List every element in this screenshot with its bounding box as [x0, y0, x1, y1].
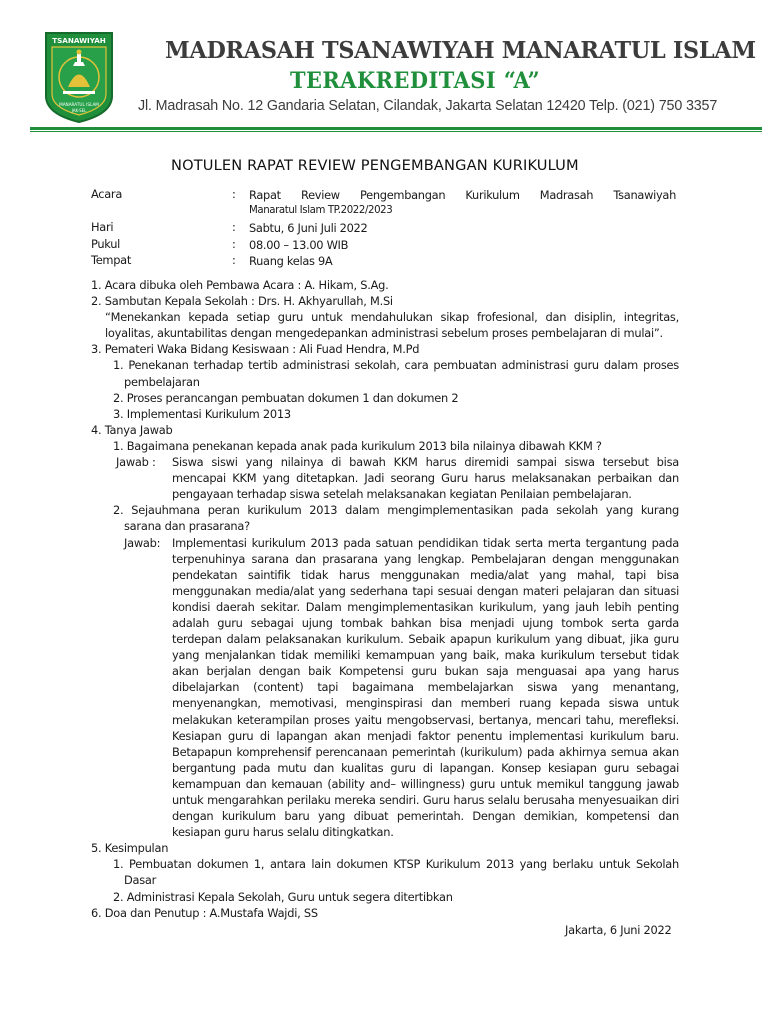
agenda-item-3-sub-1-cont: pembelajaran — [124, 374, 200, 389]
agenda-item-2: 2. Sambutan Kepala Sekolah : Drs. H. Akhyarullah, M.Si — [91, 294, 393, 309]
agenda-item-1: 1. Acara dibuka oleh Pembawa Acara : A. Hikam, S.Ag. — [91, 278, 389, 292]
agenda-item-6: 6. Doa dan Penutup : A.Mustafa Wajdi, SS — [91, 905, 318, 920]
answer-line: bergantung pada mutu dan kualitas guru di lapangan. Konsep kesiapan guru sebagai — [172, 760, 679, 775]
meta-row-hari — [91, 220, 681, 237]
agenda-item-5: 5. Kesimpulan — [91, 841, 169, 856]
question-2: 2. Sejauhmana peran kurikulum 2013 dalam mengimplementasikan pada sekolah yang kurang — [113, 503, 679, 518]
answer-line: Siswa siswi yang nilainya di bawah KKM harus diremidi sampai siswa tersebut bisa — [172, 455, 679, 470]
school-address: Jl. Madrasah No. 12 Gandaria Selatan, Cilandak, Jakarta Selatan 12420 Telp. (021) 750 3357 — [138, 98, 718, 114]
agenda-item-3-sub-3: 3. Implementasi Kurikulum 2013 — [113, 406, 291, 421]
logo-top-text: TSANAWIYAH — [52, 36, 106, 45]
answer-line: Kesiapan guru di lapangan akan menjadi faktor penentu implementasi kurikulum baru. — [172, 728, 679, 743]
answer-2 — [124, 535, 679, 841]
meta-value-line: Rapat Review Pengembangan Kurikulum Madrasah Tsanawiyah — [249, 188, 676, 202]
question-2-cont: sarana dan prasarana? — [124, 519, 250, 534]
answer-line: untuk mengarahkan perilaku mereka sendiri. Guru harus selalu berusaha menyesuaikan diri — [172, 793, 679, 807]
agenda-item-2-quote: “Menekankan kepada setiap guru untuk mendahulukan sikap frofesional, dan disiplin, integritas, — [105, 310, 679, 325]
conclusion-1-cont: Dasar — [124, 873, 157, 888]
meta-row-pukul — [91, 237, 681, 254]
answer-1 — [116, 454, 679, 502]
agenda-item-4: 4. Tanya Jawab — [91, 422, 173, 437]
answer-line: adalah guru sebagai ujung tombak bahkan bisa menjadi ujung tombok serta garda — [172, 615, 679, 630]
meta-colon: : — [232, 220, 236, 234]
logo-bottom-text: JAK-SEL — [71, 108, 87, 113]
meta-key: Tempat — [91, 253, 132, 267]
meta-colon: : — [232, 236, 236, 251]
meta-row-acara — [91, 187, 681, 220]
answer-line: melakukan keterampilan proses yaitu mengobservasi, bertanya, mencari tahu, merefleksi. — [172, 712, 679, 727]
meta-value: Sabtu, 6 Juni Juli 2022 — [249, 221, 368, 235]
agenda-item-3: 3. Pemateri Waka Bidang Kesiswaan : Ali Fuad Hendra, M.Pd — [91, 342, 420, 357]
meta-colon: : — [232, 253, 236, 267]
question-1: 1. Bagaimana penekanan kepada anak pada kurikulum 2013 bila nilainya dibawah KKM ? — [113, 438, 602, 453]
conclusion-1: 1. Pembuatan dokumen 1, antara lain dokumen KTSP Kurikulum 2013 yang berlaku untuk Sekolah — [113, 857, 679, 872]
answer-label: Jawab: — [124, 535, 161, 550]
meta-key: Pukul — [91, 236, 121, 251]
school-name: MADRASAH TSANAWIYAH MANARATUL ISLAM — [165, 36, 756, 64]
agenda-item-2-quote: loyalitas, akuntabilitas dengan mengedepankan administrasi sebelum proses pembelajaran di mulai”. — [105, 326, 663, 341]
meta-key: Hari — [91, 220, 114, 234]
meta-value: Ruang kelas 9A — [249, 254, 333, 268]
minutes-body — [91, 277, 679, 921]
meta-row-tempat — [91, 253, 681, 270]
letterhead — [30, 28, 764, 134]
accreditation-label: TERAKREDITASI “A” — [290, 68, 541, 94]
answer-line: Betapapun komprehensif perencanaan pemerintah (kurikulum) pada akhirnya semua akan — [172, 744, 679, 759]
answer-2-text — [172, 535, 679, 841]
answer-line: Implementasi kurikulum 2013 pada satuan pendidikan tidak serta merta tergantung pada — [172, 535, 679, 550]
meta-colon: : — [232, 187, 236, 201]
answer-line: pendekatan saintifik tidak harus menggunakan media/alat yang mahal, tapi bisa — [172, 567, 679, 582]
logo-side-text: MANARATUL ISLAM — [59, 102, 99, 107]
meta-value — [249, 187, 676, 219]
meeting-info — [91, 187, 681, 270]
answer-line: yang menjalankan tidak memiliki kemampuan yang baik, maka kurikulum tersebut tidak — [172, 648, 679, 663]
answer-line: terpenuhinya sarana dan prasarana yang lengkap. Pembelajaran dengan menggunakan — [172, 551, 679, 566]
document-title: NOTULEN RAPAT REVIEW PENGEMBANGAN KURIKULUM — [171, 157, 579, 174]
conclusion-2: 2. Administrasi Kepala Sekolah, Guru untuk segera ditertibkan — [113, 889, 453, 904]
signoff-place-date: Jakarta, 6 Juni 2022 — [565, 923, 672, 937]
letterhead-divider — [30, 127, 762, 132]
answer-line: menggunakan media/alat yang sederhana tapi sesuai dengan materi pelajaran dan situasi — [172, 583, 679, 598]
answer-line: menyenangkan, memotivasi, menginspirasi dan memberi ruang kepada siswa untuk — [172, 696, 679, 711]
answer-line: dibelajarkan (content) tapi bagaimana membelajarkan siswa yang menantang, — [172, 680, 679, 695]
answer-line: dengan kurikulum baru yang dibuat pemerintah. Dengan demikian, kompetensi dan — [172, 809, 679, 824]
answer-line: kondisi daerah sekitar. Dalam mengimplementasikan kurikulum, yang jauh lebih penting — [172, 599, 679, 614]
agenda-item-3-sub-2: 2. Proses perancangan pembuatan dokumen 1 dan dokumen 2 — [113, 390, 459, 405]
meta-value-line: Manaratul Islam TP.2022/2023 — [249, 205, 393, 216]
school-logo-icon — [43, 30, 115, 124]
answer-label: Jawab : — [116, 455, 156, 470]
answer-line: mencapai KKM yang ditetapkan. Jadi seorang Guru harus melaksanakan perbaikan dan — [172, 471, 679, 486]
answer-line: kemampuan dan kemauan (ability and– willingness) guru untuk memikul tanggung jawab — [172, 776, 679, 791]
answer-line: pengayaan terhadap siswa setelah melaksanakan kegiatan Penilaian pembelajaran. — [172, 487, 632, 502]
answer-line: terdepan dalam pelaksanakan kurikulum. Sebaik apapun kurikulum yang dibuat, jika guru — [172, 632, 679, 647]
agenda-item-3-sub-1: 1. Penekanan terhadap tertib administrasi sekolah, cara pembuatan administrasi guru dalam proses — [113, 358, 679, 373]
meta-value: 08.00 – 13.00 WIB — [249, 237, 349, 252]
meta-key: Acara — [91, 187, 122, 201]
answer-line: akan berjalan dengan baik Kompetensi guru bukan saja menguasai apa yang harus — [172, 664, 679, 679]
answer-line: kesiapan guru harus selalu ditingkatkan. — [172, 825, 394, 840]
